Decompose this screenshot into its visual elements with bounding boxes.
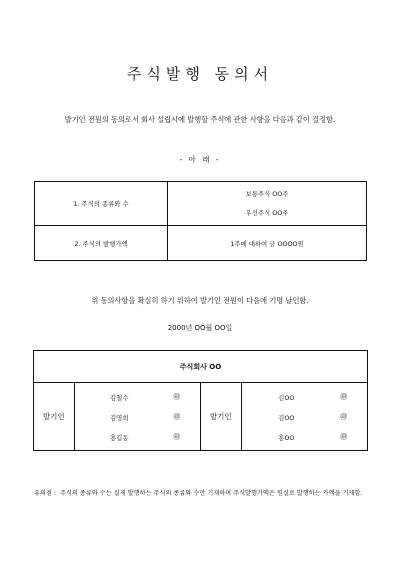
share-type-value [168, 182, 367, 226]
promoter-label-right: 발기인 [200, 383, 241, 451]
table-row [34, 351, 368, 383]
intro-text: 발기인 전원의 동의로서 회사 설립시에 발행할 주식에 관한 사항을 다음과 같이 결정함. [64, 115, 336, 124]
subheading: - 아 래 - [179, 155, 221, 164]
promoter-name: 김영희 [110, 413, 129, 422]
seal-icon: ㊞ [173, 413, 181, 421]
note-section [34, 487, 368, 500]
seal-icon: ㊞ [340, 393, 348, 401]
promoter-name: 홍OO [278, 433, 295, 442]
table-row [34, 383, 368, 451]
confirmation-text: 위 동의사항을 확실히 하기 위하여 발기인 전원이 다음에 기명 날인함. [91, 296, 309, 305]
list-item [242, 407, 367, 427]
list-item [242, 387, 367, 407]
seal-icon: ㊞ [340, 433, 348, 441]
promoter-label-left: 발기인 [34, 383, 75, 451]
seal-icon: ㊞ [173, 433, 181, 441]
promoter-name: 홍길동 [110, 433, 129, 442]
note-body: 주식의 종류와 수는 실제 발행하는 주식의 종류와 수만 기재하며 주식발행가액은 원실로 발행하는 가액을 기재함. [60, 490, 363, 497]
promoter-name: 김OO [278, 393, 295, 402]
preferred-share-line: 우선주식 OO주 [245, 208, 289, 217]
company-name: 주식회사 OO [34, 351, 368, 383]
issue-price-value: 1주에 대하여 금 OOOO원 [168, 226, 367, 261]
share-type-label: 1. 주식의 종류와 수 [35, 182, 168, 226]
list-item [75, 407, 200, 427]
list-item [75, 387, 200, 407]
common-share-line: 보통주식 OO주 [245, 189, 289, 198]
promoter-list-right [241, 383, 367, 451]
table-row [35, 182, 367, 226]
list-item [242, 427, 367, 447]
seal-icon: ㊞ [340, 413, 348, 421]
note-heading: 유의점 : [34, 490, 56, 497]
issue-price-label: 2. 주식의 발행가액 [35, 226, 168, 261]
signature-table [33, 350, 368, 451]
document-title: 주식발행 동의서 [126, 65, 274, 83]
share-details-table [34, 181, 367, 261]
table-row [35, 226, 367, 261]
promoter-name: 김OO [278, 413, 295, 422]
document-date: 2000년 OO월 OO일 [167, 324, 233, 332]
promoter-list-left [74, 383, 200, 451]
list-item [75, 427, 200, 447]
seal-icon: ㊞ [173, 393, 181, 401]
promoter-name: 김철수 [110, 393, 129, 402]
